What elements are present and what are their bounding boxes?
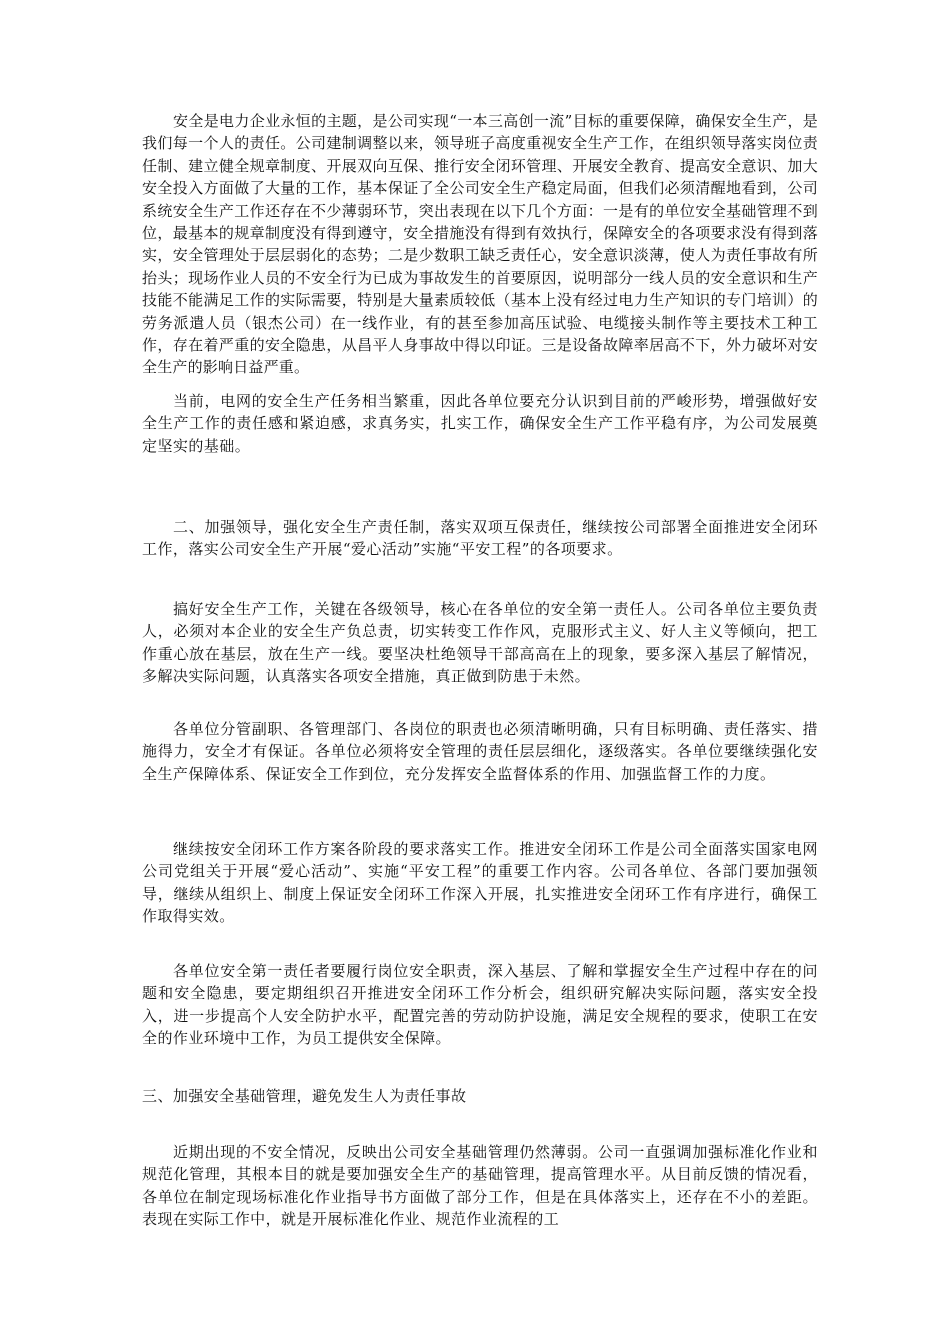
section-heading-three: 三、加强安全基础管理，避免发生人为责任事故 (142, 1087, 467, 1105)
paragraph-basic-management: 近期出现的不安全情况，反映出公司安全基础管理仍然薄弱。公司一直强调加强标准化作业和规范化管理，其根本目的就是要加强安全生产的基础管理，提高管理水平。从目前反馈的情况看，各单位在制定现场标准化作业指导书方面做了部分工作，但是在具体落实上，还存在不小的差距。表现在实际工作中，就是开展标准化作业、规范作业流程的工 (142, 1143, 818, 1229)
section-heading-two: 二、加强领导，强化安全生产责任制，落实双项互保责任，继续按公司部署全面推进安全闭环工作，落实公司安全生产开展“爱心活动”实施“平安工程”的各项要求。 (142, 518, 818, 559)
paragraph-first-responsible: 各单位安全第一责任者要履行岗位安全职责，深入基层、了解和掌握安全生产过程中存在的问题和安全隐患，要定期组织召开推进安全闭环工作分析会，组织研究解决实际问题，落实安全投入，进一步提高个人安全防护水平，配置完善的劳动防护设施，满足安全规程的要求，使职工在安全的作业环境中工作，为员工提供安全保障。 (142, 962, 818, 1048)
paragraph-safety-theme: 安全是电力企业永恒的主题，是公司实现“一本三高创一流”目标的重要保障，确保安全生产，是我们每一个人的责任。公司建制调整以来，领导班子高度重视安全生产工作，在组织领导落实岗位责任制、建立健全规章制度、开展双向互保、推行安全闭环管理、开展安全教育、提高安全意识、加大安全投入方面做了大量的工作，基本保证了全公司安全生产稳定局面，但我们必须清醒地看到，公司系统安全生产工作还存在不少薄弱环节，突出表现在以下几个方面：一是有的单位安全基础管理不到位，最基本的规章制度没有得到遵守，安全措施没有得到有效执行，保障安全的各项要求没有得到落实，安全管理处于层层弱化的态势；二是少数职工缺乏责任心，安全意识淡薄，使人为责任事故有所抬头；现场作业人员的不安全行为已成为事故发生的首要原因，说明部分一线人员的安全意识和生产技能不能满足工作的实际需要，特别是大量素质较低（基本上没有经过电力生产知识的专门培训）的劳务派遣人员（银杰公司）在一线作业，有的甚至参加高压试验、电缆接头制作等主要技术工种工作，存在着严重的安全隐患，从昌平人身事故中得以印证。三是设备故障率居高不下，外力破坏对安全生产的影响日益严重。 (142, 112, 818, 377)
paragraph-responsibilities: 各单位分管副职、各管理部门、各岗位的职责也必须清晰明确，只有目标明确、责任落实、措施得力，安全才有保证。各单位必须将安全管理的责任层层细化，逐级落实。各单位要继续强化安全生产保障体系、保证安全工作到位，充分发挥安全监督体系的作用、加强监督工作的力度。 (142, 720, 818, 783)
paragraph-closed-loop: 继续按安全闭环工作方案各阶段的要求落实工作。推进安全闭环工作是公司全面落实国家电网公司党组关于开展“爱心活动”、实施“平安工程”的重要工作内容。公司各单位、各部门要加强领导，继续从组织上、制度上保证安全闭环工作深入开展，扎实推进安全闭环工作有序进行，确保工作取得实效。 (142, 840, 818, 926)
paragraph-leadership: 搞好安全生产工作，关键在各级领导，核心在各单位的安全第一责任人。公司各单位主要负责人，必须对本企业的安全生产负总责，切实转变工作作风，克服形式主义、好人主义等倾向，把工作重心放在基层，放在生产一线。要坚决杜绝领导干部高高在上的现象，要多深入基层了解情况，多解决实际问题，认真落实各项安全措施，真正做到防患于未然。 (142, 600, 818, 686)
paragraph-current-situation: 当前，电网的安全生产任务相当繁重，因此各单位要充分认识到目前的严峻形势，增强做好安全生产工作的责任感和紧迫感，求真务实，扎实工作，确保安全生产工作平稳有序，为公司发展奠定坚实的基础。 (142, 392, 818, 455)
